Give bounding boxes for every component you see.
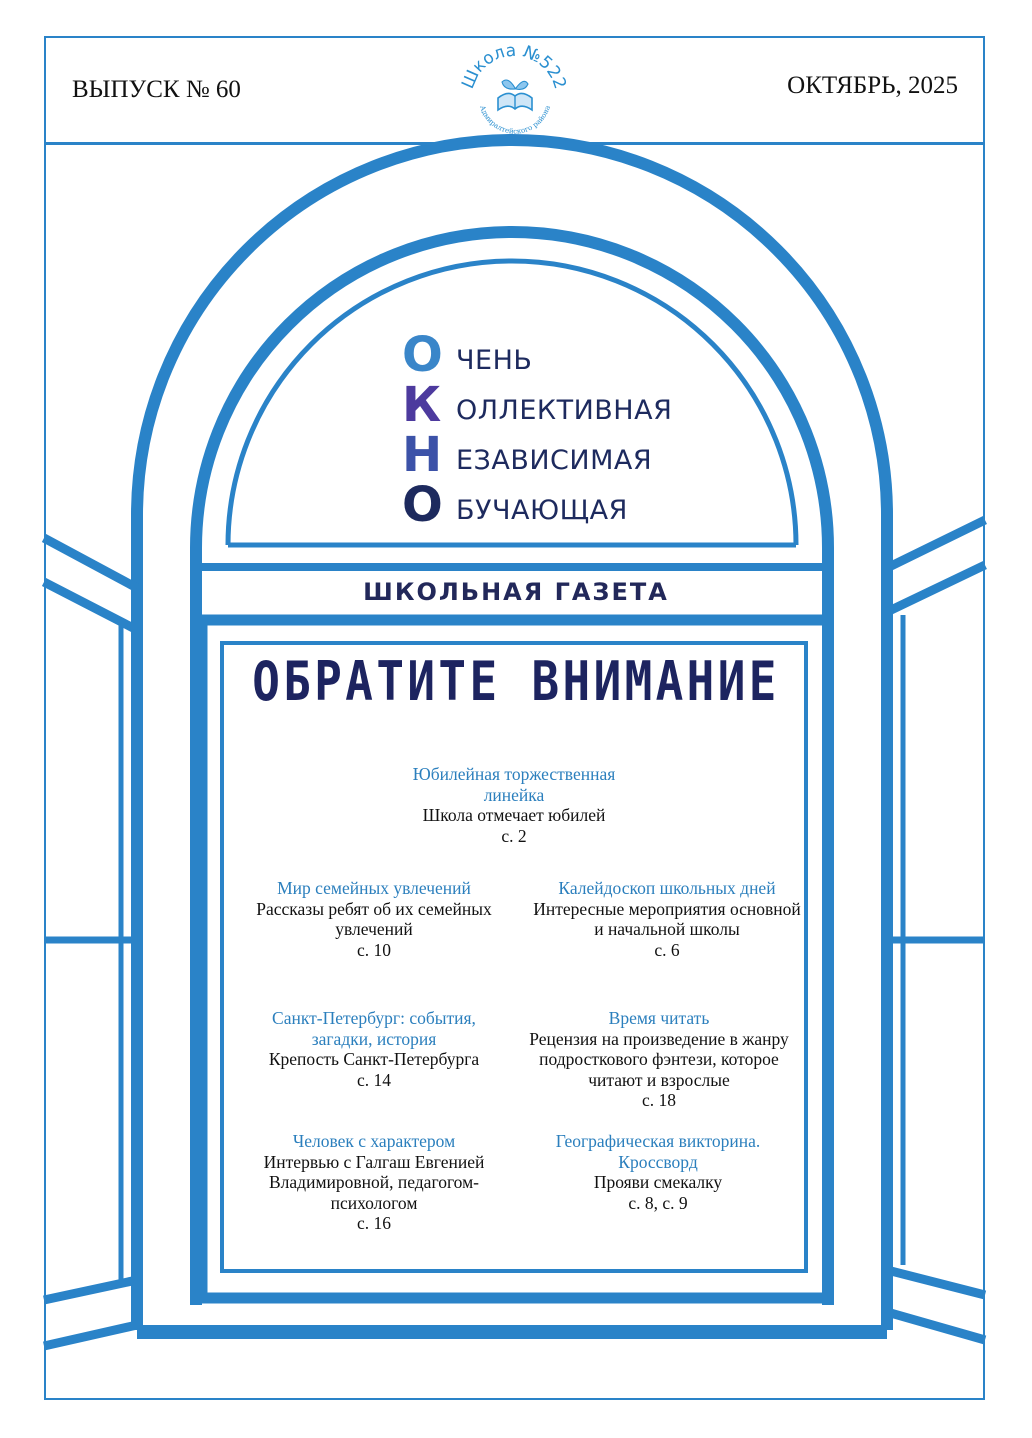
- logo-text: Школа №522: [458, 40, 570, 92]
- entry-section: Мир семейных увлечений: [277, 878, 471, 898]
- entry-section: Калейдоскоп школьных дней: [558, 878, 776, 898]
- contents-entry: [240, 1131, 508, 1234]
- acronym-letter: О: [402, 477, 443, 533]
- acronym-word: ЕЗАВИСИМАЯ: [456, 444, 653, 476]
- entry-description: Рецензия на произведение в жанру подросткового фэнтези, которое читают и взрослые: [529, 1028, 789, 1090]
- entry-section: Юбилейная торжественная линейка: [412, 764, 616, 805]
- entry-description: Интересные мероприятия основной и начальной школы: [533, 898, 801, 939]
- entry-description: Прояви смекалку: [593, 1172, 723, 1192]
- entry-section: Географическая викторина. Кроссворд: [555, 1131, 761, 1172]
- contents-entry: [530, 878, 804, 960]
- contents-title: ОБРАТИТЕ ВНИМАНИЕ: [252, 650, 780, 713]
- entry-section: Санкт-Петербург: события, загадки, история: [272, 1008, 476, 1049]
- entry-page: с. 8, с. 9: [628, 1192, 688, 1213]
- contents-entry: [524, 1008, 794, 1111]
- acronym-letter: К: [402, 377, 442, 433]
- entry-section: Время читать: [608, 1008, 710, 1028]
- acronym-word: БУЧАЮЩАЯ: [456, 494, 628, 526]
- entry-description: Интервью с Галгаш Евгенией Владимировной, педагогом-психологом: [263, 1151, 485, 1213]
- entry-page: с. 18: [641, 1090, 677, 1110]
- acronym-row: [402, 427, 672, 483]
- contents-entry: [236, 878, 512, 960]
- entry-description: Школа отмечает юбилей: [422, 805, 606, 825]
- logo-subtext: Адмиралтейского района: [478, 104, 552, 136]
- entry-page: с. 16: [356, 1213, 392, 1233]
- entry-page: с. 6: [654, 939, 680, 960]
- contents-entry: [530, 1131, 786, 1213]
- paper-type: ШКОЛЬНАЯ ГАЗЕТА: [363, 578, 669, 606]
- acronym-letter: Н: [402, 427, 443, 483]
- acronym-word: ЧЕНЬ: [456, 344, 533, 376]
- issue-number: ВЫПУСК № 60: [72, 76, 241, 103]
- acronym-row: [402, 477, 672, 533]
- entry-section: Человек с характером: [292, 1131, 456, 1151]
- entry-page: с. 14: [356, 1069, 392, 1090]
- entry-page: с. 2: [501, 825, 527, 846]
- entry-page: с. 10: [356, 939, 392, 960]
- issue-date: ОКТЯБРЬ, 2025: [787, 72, 958, 99]
- entry-description: Рассказы ребят об их семейных увлечений: [256, 898, 492, 939]
- contents-entry: [390, 764, 638, 846]
- acronym-row: [402, 377, 673, 433]
- acronym-row: [402, 327, 672, 383]
- contents-entry: [240, 1008, 508, 1090]
- acronym-block: [402, 327, 673, 533]
- entry-description: Крепость Санкт-Петербурга: [268, 1049, 480, 1069]
- acronym-word: ОЛЛЕКТИВНАЯ: [456, 394, 673, 426]
- acronym-letter: О: [402, 327, 443, 383]
